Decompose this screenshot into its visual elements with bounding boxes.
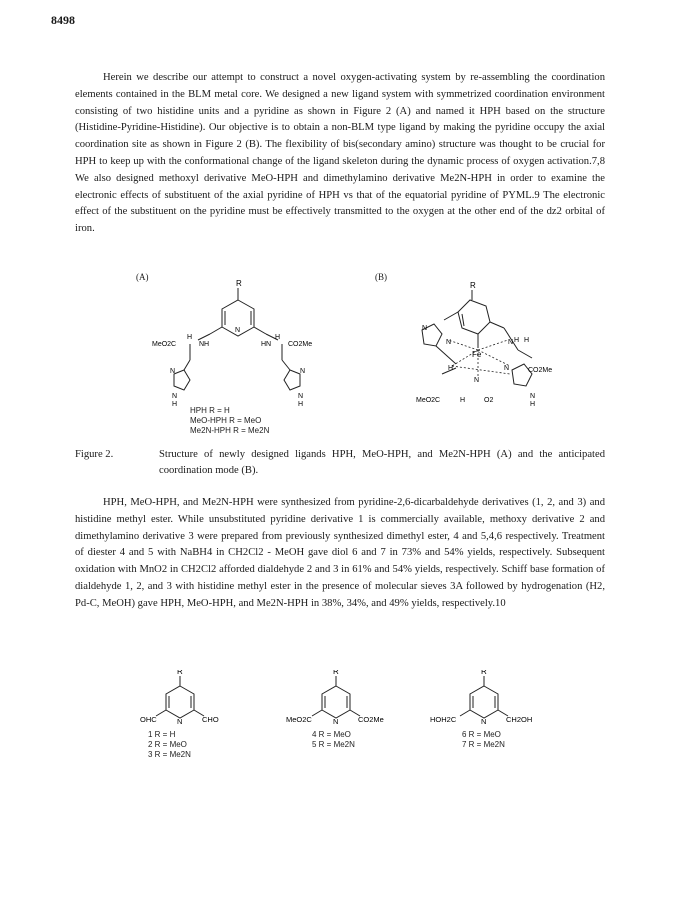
compound-6-right-group: CH2OH	[506, 715, 533, 724]
substituent-r: R	[236, 279, 242, 288]
b-n-6: N	[530, 393, 536, 400]
alpha-h-right: H	[275, 334, 281, 341]
b-n-5: N	[504, 365, 510, 372]
label-compound-2: 2 R = MeO	[148, 740, 187, 749]
b-n-2: N	[446, 339, 452, 346]
b-h-4: H	[460, 397, 466, 404]
compound-4-left-group: MeO2C	[286, 715, 312, 724]
pyridine-nitrogen: N	[235, 327, 241, 334]
label-compound-1: 1 R = H	[148, 730, 176, 739]
compound-4-r: R	[333, 670, 339, 676]
b-h-1: H	[514, 337, 520, 344]
compound-1-right-group: CHO	[202, 715, 219, 724]
caption-label: Figure 2.	[75, 449, 114, 460]
label-compound-3: 3 R = Me2N	[148, 750, 191, 759]
right-ester-label: CO2Me	[288, 341, 313, 348]
compound-6-left-group: HOH2C	[430, 715, 457, 724]
imidazole-nh-right: N	[298, 393, 304, 400]
compound-labels-1-3	[148, 730, 191, 760]
compound-4-right-group: CO2Me	[358, 715, 384, 724]
page-number: 8498	[51, 13, 75, 27]
compounds-scheme	[140, 670, 560, 770]
left-ester-label: MeO2C	[152, 341, 177, 348]
label-compound-7: 7 R = Me2N	[462, 740, 505, 749]
label-compound-6: 6 R = MeO	[462, 730, 501, 739]
legend-me2n-hph: Me2N-HPH R = Me2N	[190, 426, 270, 435]
imidazole-h-right: H	[298, 401, 304, 408]
legend-hph: HPH R = H	[190, 406, 230, 415]
imidazole-n-left: N	[170, 368, 176, 375]
compound-6-r: R	[481, 670, 487, 676]
legend-meo-hph: MeO-HPH R = MeO	[190, 416, 262, 425]
b-h-5: H	[530, 401, 536, 408]
imidazole-nh-left: N	[172, 393, 178, 400]
label-compound-4: 4 R = MeO	[312, 730, 351, 739]
figure-label-b: (B)	[375, 272, 387, 282]
b-h-2: H	[524, 337, 530, 344]
compound-1-left-group: OHC	[140, 715, 157, 724]
b-n-4: N	[474, 377, 480, 384]
compound-1-r: R	[177, 670, 183, 676]
paragraph-synthesis: HPH, MeO-HPH, and Me2N-HPH were synthesized from pyridine-2,6-dicarbaldehyde derivatives (1, 2, and 3) and histidine methyl ester. While unsubstituted pyridine derivative 1 is commercially available, methoxy derivative 2 and dimethylamino derivative 3 were prepared from previously synthesized dimethyl ester, 4 and 5,4,6 respectively. Treatment of diester 4 and 5 with NaBH4 in CH2Cl2 - MeOH gave diol 6 and 7 in 73% and 54% yields, respectively. Subsequent oxidation with MnO2 in CH2Cl2 afforded dialdehyde 2 and 3 in 61% and 54% yields, respectively. Schiff base formation of dialdehyde 1, 2, and 3 with histidine methyl ester in the presence of molecular sieves 3A followed by hydrogenation (H2, Pd-C, MeOH) gave HPH, MeO-HPH, and Me2N-HPH in 38%, 34%, and 49% yields, respectively.10	[75, 497, 605, 609]
b-h-3: H	[448, 365, 454, 372]
left-amine-label: NH	[199, 341, 210, 348]
caption-text: Structure of newly designed ligands HPH, MeO-HPH, and Me2N-HPH (A) and the anticipated coordination mode (B).	[159, 449, 605, 477]
b-substituent-r: R	[470, 281, 476, 290]
dioxygen-label: O2	[484, 397, 494, 404]
imidazole-h-left: H	[172, 401, 178, 408]
right-amine-label: HN	[261, 341, 272, 348]
paragraph-intro: Herein we describe our attempt to construct a novel oxygen-activating system by re-assembling the coordination elements contained in the BLM metal core. We designed a new ligand system with symmetrized coordination environment consisting of two histidine units and a pyridine as shown in Figure 2 (A) and named it HPH based on the structure (Histidine-Pyridine-Histidine). Our objective is to obtain a non-BLM type ligand by making the pyridine occupy the axial coordination site as shown in Figure 2 (B). The flexibility of bis(secondary amino) structure was thought to be crucial for HPH to keep up with the conformational change of the ligand skeleton during the dynamic process of oxygen activation.7,8 We also designed methoxyl derivative MeO-HPH and dimethylamino derivative Me2N-HPH in order to examine the electronic effects of substituent of the axial pyridine of HPH vs that of the equatorial pyridine of PYML.9 The electronic effect of the substituent on the pyridine must be effectively transmitted to the oxygen at the other end of the dz2 orbital of iron.	[75, 72, 605, 235]
label-compound-5: 5 R = Me2N	[312, 740, 355, 749]
structure-a-hph	[150, 278, 360, 418]
b-n-3: N	[508, 339, 514, 346]
b-ester-left: MeO2C	[416, 397, 441, 404]
b-ester-right: CO2Me	[528, 367, 553, 374]
structure-b-coordination	[392, 278, 572, 418]
compound-4-n: N	[333, 717, 339, 726]
compound-6-n: N	[481, 717, 487, 726]
compound-labels-4-5	[312, 730, 355, 750]
compound-1-n: N	[177, 717, 183, 726]
compound-labels-6-7	[462, 730, 505, 750]
iron-label: Fe	[472, 350, 482, 359]
structure-a-legend	[190, 406, 269, 436]
b-n-1: N	[422, 325, 428, 332]
alpha-h-left: H	[187, 334, 193, 341]
imidazole-n-right: N	[300, 368, 306, 375]
figure-label-a: (A)	[136, 272, 149, 282]
